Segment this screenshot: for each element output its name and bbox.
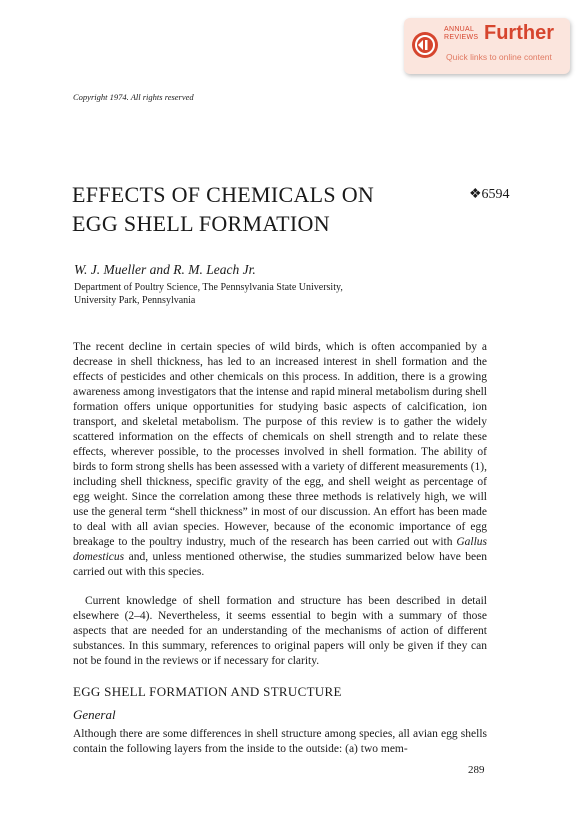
brand-line-1: ANNUAL bbox=[444, 26, 475, 33]
paragraph-1-text-a: The recent decline in certain species of wild birds, which is often accompanied by a decrease in shell thickness, has led to an increased interest in shell formation and the effects of pesticides and other chemicals on this process. In addition, there is a growing awareness among investigators that the intense and rapid mineral metabolism during shell formation offers unique opportunities for studying basic aspects of calcification, ion transport, and skeletal metabolism. The purpose of this review is to gather the widely scattered information on the effects of chemicals on shell strength and to relate these effects, wherever possible, to the processes involved in shell formation. The ability of birds to form strong shells has been assessed with a variety of different measurements (1), including shell thickness, specific gravity of the egg, and shell weight as percentage of egg weight. Since the correlation among these three methods is relatively high, we will use the general term “shell thickness” in most of our discussion. An effort has been made to deal with all avian species. However, because of the economic importance of egg breakage to the poultry industry, much of the research has been carried out with bbox=[73, 341, 487, 548]
paragraph-3: Although there are some differences in shell structure among species, all avian egg shells contain the following layers from the inside to the outside: (a) two mem- bbox=[73, 728, 487, 755]
page-number: 289 bbox=[468, 764, 485, 776]
intro-paragraph bbox=[73, 340, 487, 580]
copyright-notice: Copyright 1974. All rights reserved bbox=[73, 92, 194, 102]
annual-reviews-wordmark bbox=[444, 26, 478, 42]
species-name: Gallus domesticus bbox=[73, 536, 488, 563]
article-code: ❖6594 bbox=[469, 187, 510, 202]
annual-reviews-logo-icon bbox=[412, 32, 438, 58]
paragraph-1 bbox=[73, 340, 487, 580]
quick-links-text[interactable]: Quick links to online content bbox=[446, 52, 552, 62]
affiliation-line-2: University Park, Pennsylvania bbox=[74, 295, 196, 306]
title-line-1: EFFECTS OF CHEMICALS ON bbox=[72, 182, 375, 207]
further-badge[interactable] bbox=[404, 18, 570, 74]
article-title bbox=[72, 180, 374, 238]
brand-line-2: REVIEWS bbox=[444, 34, 479, 41]
subsection-heading: General bbox=[73, 707, 116, 722]
paragraph-2: Current knowledge of shell formation and structure has been described in detail elsewhere (2–4). Nevertheless, it seems essential to begin with a summary of those aspects that are needed for an understanding of the mechanisms of action of different substances. In this summary, references to original papers will only be given if they can not be found in the reviews or if necessary for clarity. bbox=[73, 595, 487, 667]
further-label[interactable]: Further bbox=[484, 22, 554, 44]
affiliation-line-1: Department of Poultry Science, The Pennsylvania State University, bbox=[74, 282, 343, 293]
authors: W. J. Mueller and R. M. Leach Jr. bbox=[74, 262, 256, 277]
title-line-2: EGG SHELL FORMATION bbox=[72, 211, 330, 236]
section-heading: EGG SHELL FORMATION AND STRUCTURE bbox=[73, 684, 342, 699]
paragraph-1-text-b: and, unless mentioned otherwise, the studies summarized below have been carried out with this species. bbox=[73, 551, 487, 578]
affiliation bbox=[74, 281, 343, 307]
